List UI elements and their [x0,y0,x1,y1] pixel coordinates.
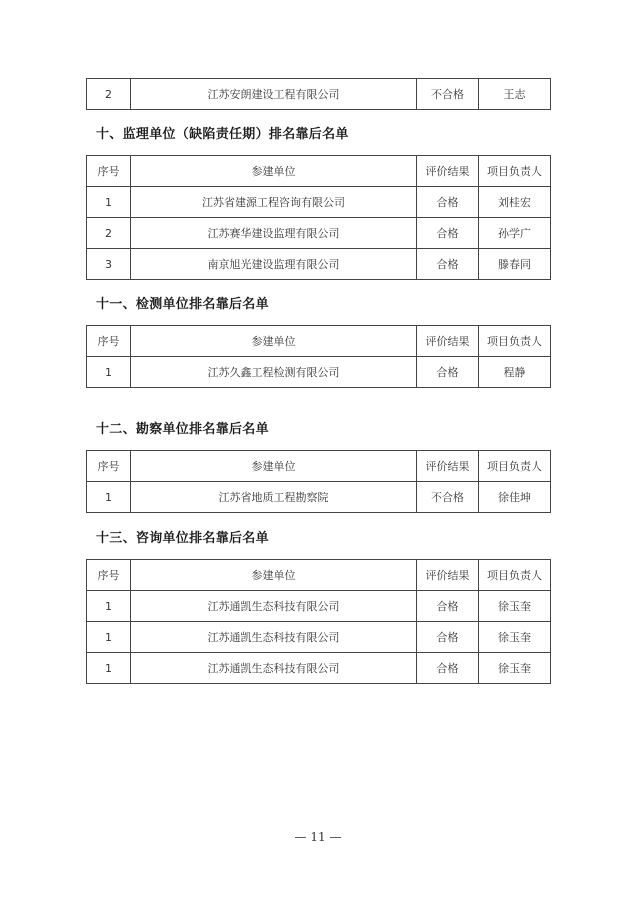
cell-index: 3 [87,249,131,280]
cell-index: 1 [87,653,131,684]
header-company: 参建单位 [131,560,417,591]
cell-company: 江苏久鑫工程检测有限公司 [131,357,417,388]
table-supervision [86,155,551,280]
cell-index: 1 [87,622,131,653]
header-manager: 项目负责人 [479,451,551,482]
header-company: 参建单位 [131,326,417,357]
cell-manager: 徐佳坤 [479,482,551,513]
cell-result: 合格 [417,187,479,218]
cell-company: 南京旭光建设监理有限公司 [131,249,417,280]
cell-company: 江苏省地质工程勘察院 [131,482,417,513]
cell-company: 江苏赛华建设监理有限公司 [131,218,417,249]
cell-company: 江苏安朗建设工程有限公司 [131,79,417,110]
header-index: 序号 [87,451,131,482]
table-header-row [87,560,551,591]
cell-company: 江苏通凯生态科技有限公司 [131,622,417,653]
header-index: 序号 [87,560,131,591]
section-title-consulting: 十三、咨询单位排名靠后名单 [96,531,269,546]
cell-index: 1 [87,482,131,513]
cell-result: 合格 [417,218,479,249]
cell-company: 江苏通凯生态科技有限公司 [131,591,417,622]
cell-manager: 徐玉奎 [479,591,551,622]
section-title-survey: 十二、勘察单位排名靠后名单 [96,422,269,437]
header-result: 评价结果 [417,451,479,482]
table-row [87,591,551,622]
cell-index: 1 [87,187,131,218]
cell-result: 合格 [417,653,479,684]
cell-manager: 滕春同 [479,249,551,280]
table-header-row [87,156,551,187]
cell-manager: 程静 [479,357,551,388]
cell-manager: 孙学广 [479,218,551,249]
cell-manager: 徐玉奎 [479,622,551,653]
header-company: 参建单位 [131,156,417,187]
header-result: 评价结果 [417,560,479,591]
header-manager: 项目负责人 [479,326,551,357]
header-index: 序号 [87,326,131,357]
table-row [87,622,551,653]
table-survey [86,450,551,513]
cell-manager: 刘桂宏 [479,187,551,218]
cell-manager: 王志 [479,79,551,110]
header-manager: 项目负责人 [479,156,551,187]
table-continued [86,78,551,110]
cell-company: 江苏通凯生态科技有限公司 [131,653,417,684]
header-manager: 项目负责人 [479,560,551,591]
cell-result: 不合格 [417,79,479,110]
cell-result: 合格 [417,357,479,388]
table-row [87,218,551,249]
section-title-testing: 十一、检测单位排名靠后名单 [96,297,269,312]
header-company: 参建单位 [131,451,417,482]
table-testing [86,325,551,388]
cell-result: 合格 [417,622,479,653]
table-consulting [86,559,551,684]
table-row [87,79,551,110]
cell-company: 江苏省建源工程咨询有限公司 [131,187,417,218]
cell-result: 合格 [417,249,479,280]
cell-result: 不合格 [417,482,479,513]
table-row [87,357,551,388]
section-title-supervision: 十、监理单位（缺陷责任期）排名靠后名单 [96,127,349,142]
table-row [87,249,551,280]
table-header-row [87,326,551,357]
page-number: — 11 — [294,830,342,844]
table-row [87,187,551,218]
header-result: 评价结果 [417,156,479,187]
table-row [87,482,551,513]
cell-index: 1 [87,357,131,388]
cell-index: 1 [87,591,131,622]
table-header-row [87,451,551,482]
table-row [87,653,551,684]
cell-manager: 徐玉奎 [479,653,551,684]
cell-index: 2 [87,79,131,110]
header-result: 评价结果 [417,326,479,357]
cell-result: 合格 [417,591,479,622]
cell-index: 2 [87,218,131,249]
header-index: 序号 [87,156,131,187]
